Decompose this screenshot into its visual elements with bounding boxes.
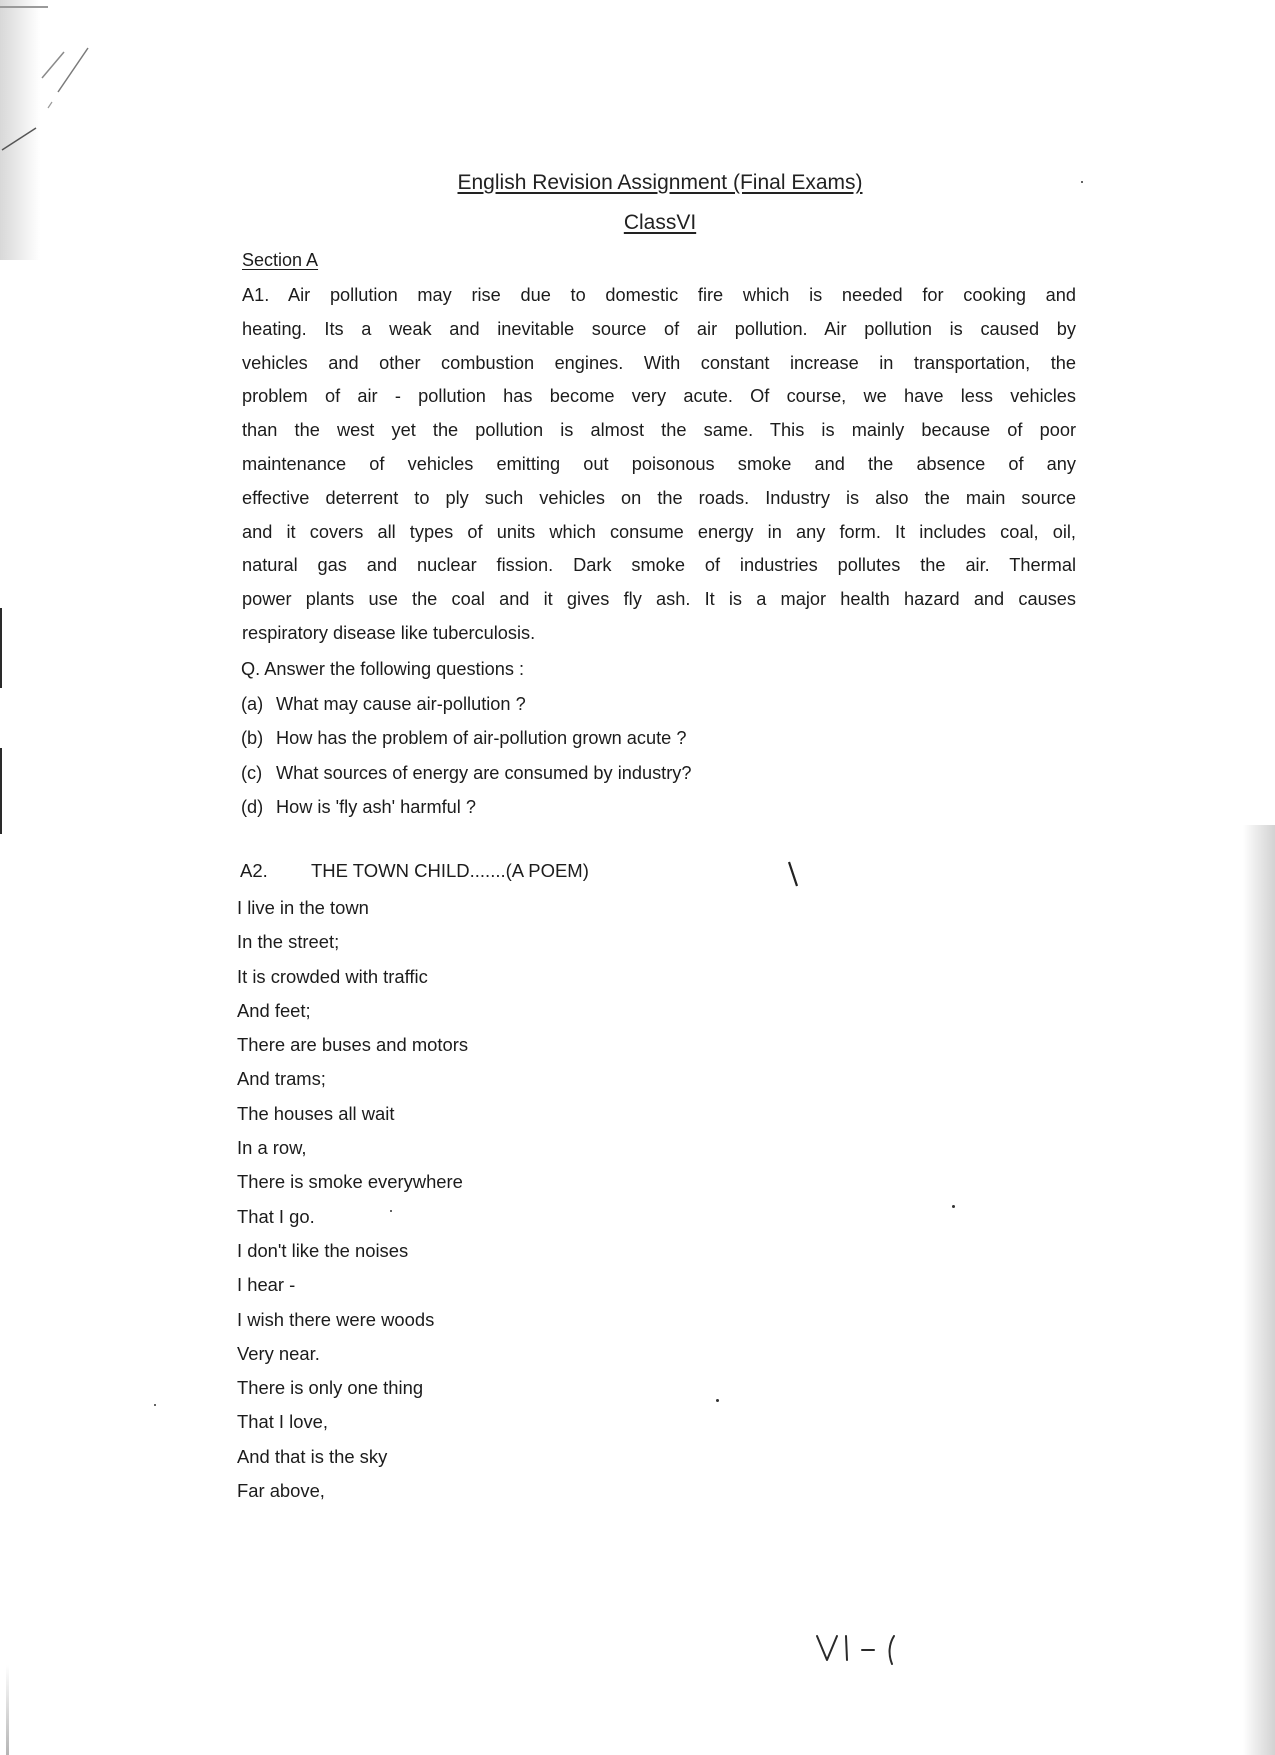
question-item	[241, 721, 692, 756]
poem-line: Far above,	[237, 1480, 325, 1502]
poem-line: I hear -	[237, 1274, 296, 1296]
passage-line: A1. Air pollution may rise due to domestic fire which is needed for cooking and	[242, 285, 1076, 305]
poem-number: A2.	[240, 860, 268, 881]
poem-line: The houses all wait	[237, 1102, 395, 1124]
poem-title: THE TOWN CHILD.......(A POEM)	[311, 860, 589, 881]
question-label: (a)	[241, 693, 264, 714]
poem-line: There are buses and motors	[237, 1034, 469, 1056]
passage-line: problem of air - pollution has become very acute. Of course, we have less vehicles	[242, 386, 1076, 407]
question-item	[241, 756, 692, 791]
question-text: How has the problem of air-pollution grown acute ?	[276, 728, 687, 748]
document-title: English Revision Assignment (Final Exams)	[457, 171, 863, 194]
passage-line: power plants use the coal and it gives fly ash. It is a major health hazard and causes	[242, 589, 1076, 610]
poem-line: And feet;	[237, 999, 311, 1021]
passage-line: respiratory disease like tuberculosis.	[242, 622, 536, 643]
comprehension-passage	[242, 279, 1076, 651]
passage-line: maintenance of vehicles emitting out poisonous smoke and the absence of any	[242, 453, 1076, 474]
poem-line: In a row,	[237, 1137, 307, 1159]
poem-line: That I go.	[237, 1205, 315, 1227]
question-item	[241, 687, 692, 722]
poem-line: There is smoke everywhere	[237, 1171, 463, 1193]
passage-line: and it covers all types of units which consume energy in any form. It includes coal, oil,	[242, 521, 1076, 542]
passage-line: effective deterrent to ply such vehicles on the roads. Industry is also the main source	[242, 487, 1076, 508]
poem-line: That I love,	[237, 1411, 328, 1433]
question-label: (d)	[241, 797, 264, 817]
poem-line: I wish there were woods	[237, 1308, 435, 1330]
question-label: (b)	[241, 728, 264, 748]
passage-line: natural gas and nuclear fission. Dark smoke of industries pollutes the air. Thermal	[242, 555, 1076, 576]
poem-line: It is crowded with traffic	[237, 965, 428, 987]
question-text: How is 'fly ash' harmful ?	[276, 797, 477, 817]
poem-line: There is only one thing	[237, 1377, 424, 1399]
passage-line: than the west yet the pollution is almost the same. This is mainly because of poor	[242, 420, 1076, 441]
handwritten-page-number	[814, 1630, 914, 1675]
question-item	[241, 790, 692, 825]
question-text: What may cause air-pollution ?	[276, 693, 526, 714]
class-label: ClassVI	[623, 211, 697, 234]
questions-intro: Q. Answer the following questions :	[241, 659, 525, 679]
handwritten-page-number-strokes	[814, 1630, 914, 1670]
question-list	[241, 652, 692, 825]
passage-line: heating. Its a weak and inevitable source of air pollution. Air pollution is caused by	[242, 318, 1076, 339]
section-heading: Section A	[242, 250, 319, 270]
poem-heading	[240, 860, 589, 882]
question-label: (c)	[241, 762, 263, 783]
poem-body	[237, 891, 468, 1508]
passage-line: vehicles and other combustion engines. With constant increase in transportation, the	[242, 352, 1076, 373]
question-text: What sources of energy are consumed by industry?	[276, 762, 692, 783]
poem-line: And trams;	[237, 1068, 326, 1090]
poem-line: I don't like the noises	[237, 1239, 409, 1261]
poem-line: I live in the town	[237, 897, 369, 918]
poem-line: And that is the sky	[237, 1445, 388, 1467]
poem-line: In the street;	[237, 931, 340, 953]
poem-line: Very near.	[237, 1342, 320, 1364]
